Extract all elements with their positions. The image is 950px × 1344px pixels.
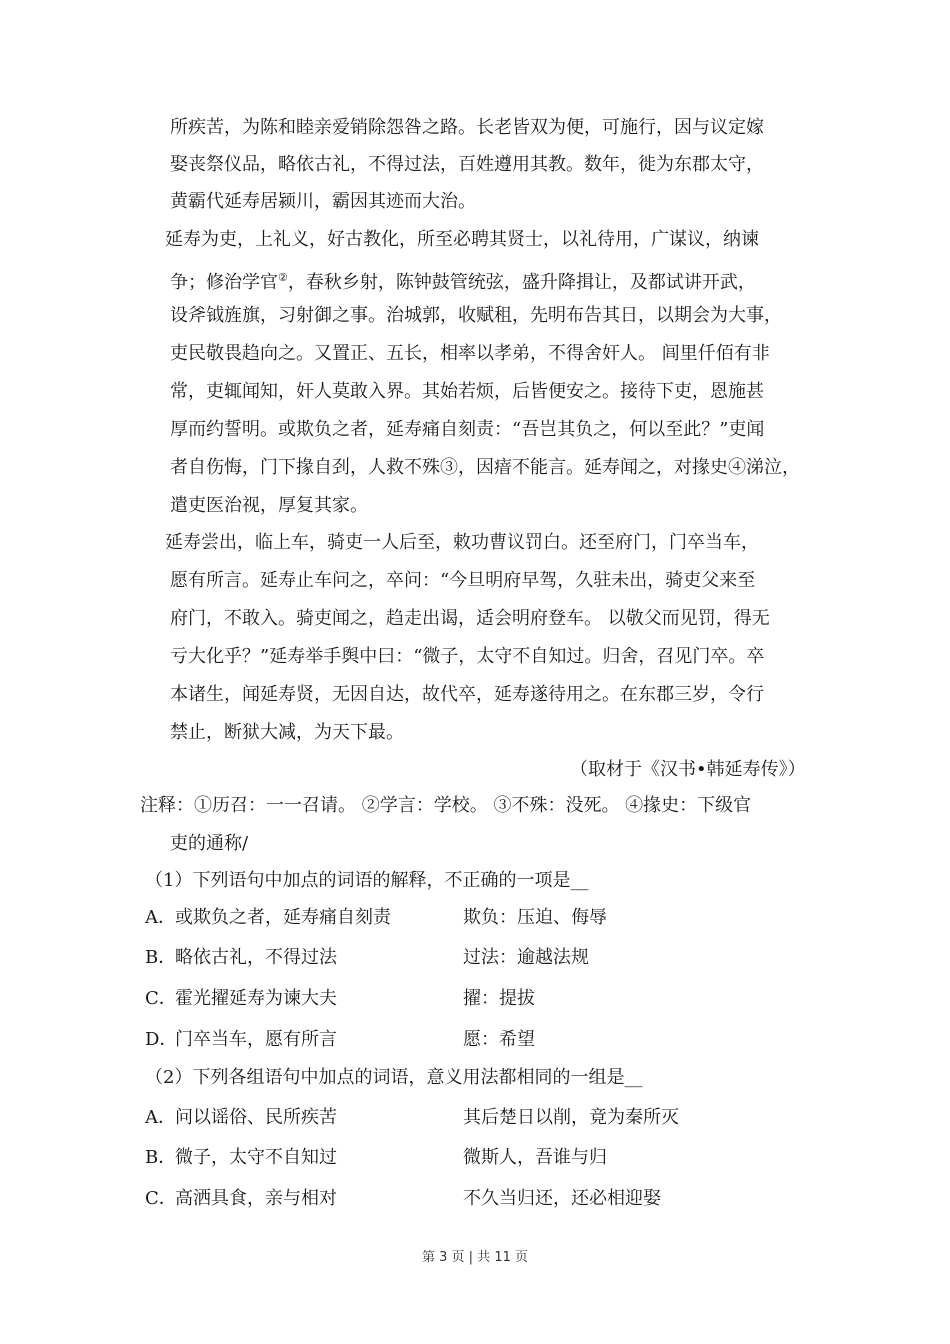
option-gloss: 其后楚日以削，竟为秦所灭 [463,1107,679,1128]
notes-line: 吏的通称/ [170,833,249,854]
passage-line: 厚而约誓明。或欺负之者，延寿痛自刻责：“吾岂其负之，何以至此？”吏闻 [170,419,765,440]
option-sentence: 微子，太守不自知过 [175,1147,337,1168]
option-gloss: 不久当归还，还必相迎娶 [463,1188,661,1209]
passage-line: 禁止，断狱大减，为天下最。 [170,722,404,743]
passage-line: 设斧钺旌旗，习射御之事。治城郭，收赋租，先明布告其日，以期会为大事， [170,305,782,326]
passage-line: 延寿尝出，临上车，骑吏一人后至，敕功曹议罚白。还至府门，门卒当车， [165,532,759,553]
page-footer: 第 3 页 | 共 11 页 [422,1250,528,1265]
passage-text: 争；修治学官 [170,272,278,293]
passage-line: 府门，不敢入。骑吏闻之，趋走出谒，适会明府登车。 以敬父而见罚，得无 [170,608,770,629]
passage-line [170,266,756,295]
option-gloss: 欺负：压迫、侮辱 [463,907,607,928]
option-letter: C． [145,988,177,1009]
passage-line: 遣吏医治视，厚复其家。 [170,495,368,516]
option-letter: A． [145,1107,176,1128]
notes-line: 注释：①历召：一一召请。 ②学言：学校。 ③不殊：没死。 ④掾史：下级官 [140,795,752,816]
passage-line: 常，吏辄闻知，奸人莫敢入界。其始若烦，后皆便安之。接待下吏，恩施甚 [170,381,764,402]
option-letter: A． [145,907,176,928]
passage-line: 延寿为吏，上礼义，好古教化，所至必聘其贤士，以礼待用，广谋议，纳谏 [165,229,759,250]
option-letter: C． [145,1188,177,1209]
option-letter: B． [145,1147,177,1168]
passage-line: 亏大化乎？”延寿举手舆中曰：“微子，太守不自知过。归舍，召见门卒。卒 [170,646,765,667]
option-sentence: 霍光擢延寿为谏大夫 [175,988,337,1009]
option-sentence: 或欺负之者，延寿痛自刻责 [175,907,391,928]
option-sentence: 略依古礼，不得过法 [175,947,337,968]
option-gloss: 愿：希望 [463,1029,535,1050]
option-gloss: 微斯人，吾谁与归 [463,1147,607,1168]
option-sentence: 门卒当车，愿有所言 [175,1029,337,1050]
option-sentence: 问以谣俗、民所疾苦 [175,1107,337,1128]
passage-line: 黄霸代延寿居颍川，霸因其迹而大治。 [170,191,476,212]
option-gloss: 过法：逾越法规 [463,947,589,968]
passage-line: 者自伤悔，门下掾自刭，人救不殊③，因瘖不能言。延寿闻之，对掾史④涕泣， [170,457,800,478]
passage-line: 娶丧祭仪品，略依古礼，不得过法，百姓遵用其教。数年，徙为东郡太守， [170,154,764,175]
footnote-marker: ② [278,271,288,284]
passage-line: 吏民敬畏趋向之。又置正、五长，相率以孝弟，不得舍奸人。 闾里仟佰有非 [170,343,770,364]
option-letter: B． [145,947,177,968]
option-sentence: 高洒具食，亲与相对 [175,1188,337,1209]
question-1-stem: （1）下列语句中加点的词语的解释，不正确的一项是__ [145,870,589,891]
passage-line: 本诸生，闻延寿贤，无因自达，故代卒，延寿遂待用之。在东郡三岁，令行 [170,684,764,705]
option-letter: D． [145,1029,178,1050]
passage-line: 所疾苦，为陈和睦亲爱销除怨咎之路。长老皆双为便，可施行，因与议定嫁 [170,117,764,138]
source-citation: （取材于《汉书•韩延寿传》） [570,759,806,780]
passage-text: ，春秋乡射，陈钟鼓管统弦，盛升降揖让，及都试讲开武， [287,272,756,293]
question-2-stem: （2）下列各组语句中加点的词语，意义用法都相同的一组是__ [145,1067,643,1088]
option-gloss: 擢：提拔 [463,988,535,1009]
passage-line: 愿有所言。延寿止车问之，卒问：“今旦明府早驾，久驻未出，骑吏父来至 [170,570,756,591]
